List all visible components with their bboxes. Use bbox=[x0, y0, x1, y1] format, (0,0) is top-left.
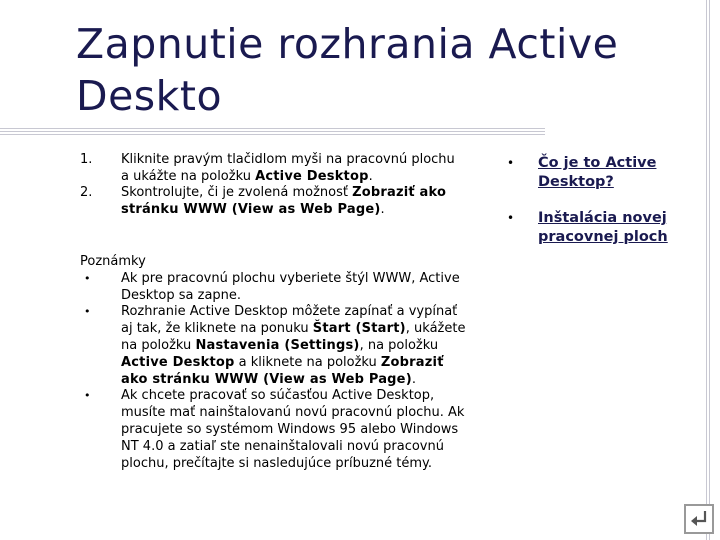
step-item bbox=[80, 185, 460, 218]
step-number: 2. bbox=[80, 185, 93, 200]
page-title: Zapnutie rozhrania Active Deskto bbox=[76, 20, 619, 120]
note-item bbox=[80, 388, 470, 472]
steps-list bbox=[80, 152, 460, 218]
notes-heading: Poznámky bbox=[80, 254, 146, 269]
return-arrow-icon bbox=[686, 506, 712, 532]
bullet-icon: • bbox=[84, 305, 91, 319]
step-text: Kliknite pravým tlačidlom myši na pracovnú plochu a ukážte na položku Active Desktop. bbox=[121, 152, 455, 184]
step-number: 1. bbox=[80, 152, 93, 167]
return-button[interactable] bbox=[684, 504, 714, 534]
bullet-icon: • bbox=[84, 271, 91, 285]
note-text: Ak pre pracovnú plochu vyberiete štýl WWW, Active Desktop sa zapne. bbox=[121, 270, 460, 303]
note-item bbox=[80, 304, 470, 388]
bullet-icon: • bbox=[84, 389, 91, 403]
list-item bbox=[505, 154, 705, 192]
title-divider bbox=[0, 128, 545, 137]
step-text: Skontrolujte, či je zvolená možnosť Zobraziť ako stránku WWW (View as Web Page). bbox=[121, 185, 447, 217]
note-item bbox=[80, 271, 470, 305]
related-links bbox=[505, 154, 705, 264]
link-install-new-desktop[interactable]: Inštalácia novej pracovnej ploch bbox=[538, 210, 668, 245]
link-what-is-active-desktop[interactable]: Čo je to Active Desktop? bbox=[538, 155, 657, 190]
bullet-icon: • bbox=[507, 211, 515, 225]
step-item bbox=[80, 152, 460, 185]
notes-section bbox=[80, 254, 470, 472]
side-divider bbox=[706, 0, 712, 540]
note-text: Ak chcete pracovať so súčasťou Active Desktop, musíte mať nainštalovanú novú pracovnú plochu. Ak pracujete so systémom Windows 95 alebo Windows NT 4.0 a zatiaľ ste nenainštalovali novú pracovnú plochu, prečítajte si nasledujúce príbuzné témy. bbox=[121, 388, 465, 471]
note-text: Rozhranie Active Desktop môžete zapínať a vypínať aj tak, že kliknete na ponuku Štart (Start), ukážete na položku Nastavenia (Settings), na položku Active Desktop a kliknete na položku Zobraziť ako stránku WWW (View as Web Page). bbox=[121, 304, 466, 387]
bullet-icon: • bbox=[507, 156, 515, 170]
list-item bbox=[505, 209, 705, 247]
